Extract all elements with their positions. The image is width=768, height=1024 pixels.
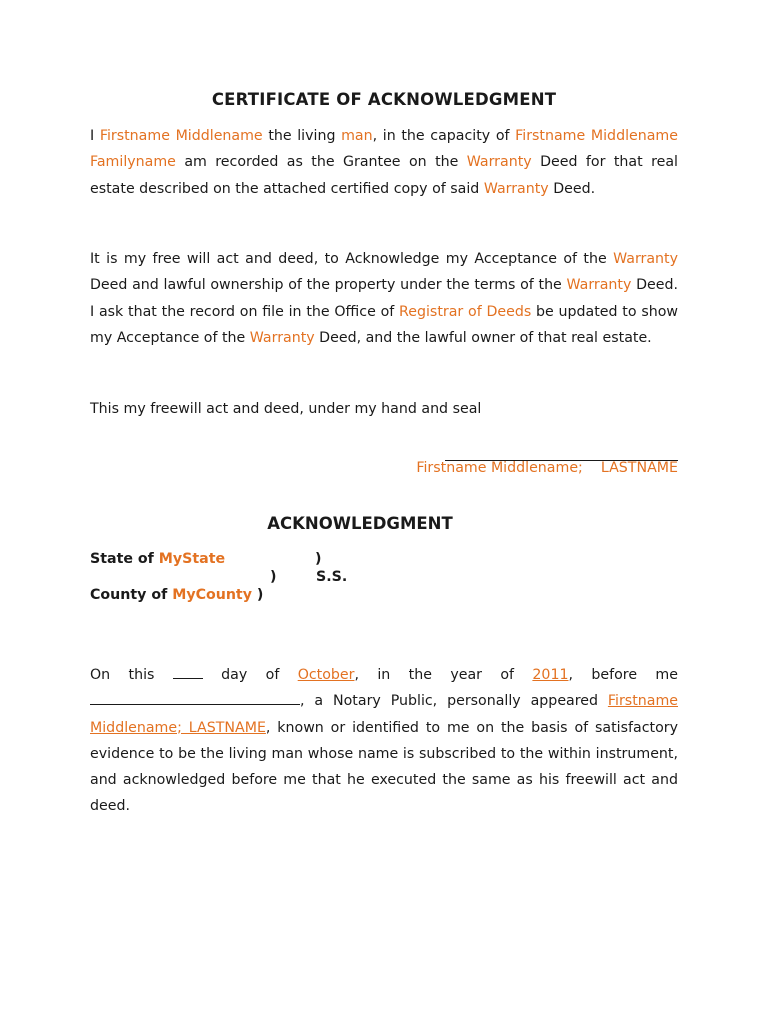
signature-name: Firstname Middlename; LASTNAME [416,460,678,476]
field-appearing-name: Firstname Middlename; LASTNAME [90,693,678,736]
text-segment: Deed, and the lawful owner of that real estate. [314,329,652,346]
field-county: MyCounty [172,587,252,603]
field-deed-type: Warranty [466,154,532,171]
county-label: County of [90,587,173,603]
state-label: State of [90,551,159,567]
text-segment: Deed for that real estate described on the attached certified copy of said [90,154,678,197]
field-deed-type: Warranty [483,180,549,197]
acceptance-paragraph [90,246,678,351]
text-segment: , in the capacity of [372,128,516,144]
venue-bracket: ) [251,587,264,603]
text-segment: the living [262,128,342,144]
field-capacity-name: Firstname Middlename Familyname [90,128,678,171]
field-registrar-office: Registrar of Deeds [399,303,532,320]
text-segment: day of [202,667,298,683]
field-month: October [297,667,355,683]
text-segment: Deed and lawful ownership of the property under the terms of the [90,277,567,294]
text-segment: , a Notary Public, personally appeared [300,693,608,710]
day-blank [173,664,203,679]
venue-ss: S.S. [316,569,348,585]
text-segment: I [90,128,100,144]
text-segment: Deed. I ask that the record on file in the Office of [90,277,678,320]
text-segment: On this [90,667,173,683]
text-segment: be updated to show my Acceptance of the [90,303,678,346]
field-deed-type: Warranty [566,277,632,294]
grantee-paragraph [90,123,678,202]
notary-name-blank [90,690,300,705]
document-title: CERTIFICATE OF ACKNOWLEDGMENT [211,90,557,109]
field-grantee-name: Firstname Middlename [99,128,263,144]
field-deed-type: Warranty [249,329,315,346]
field-state: MyState [158,551,226,567]
field-deed-type: Warranty [613,251,678,267]
notary-paragraph [90,662,678,820]
text-segment: , before me [568,667,678,683]
venue-state [90,551,225,567]
text-segment: , in the year of [354,667,533,683]
text-segment: It is my free will act and deed, to Acknowledge my Acceptance of the [90,251,614,267]
text-segment: Deed. [548,180,596,197]
acknowledgment-heading: ACKNOWLEDGMENT [267,514,453,533]
venue-county [90,587,263,603]
venue-bracket: ) [270,569,277,585]
document-page [90,0,678,1024]
field-year: 2011 [532,667,569,683]
field-gender: man [341,128,373,144]
venue-bracket: ) [315,551,322,567]
seal-statement: This my freewill act and deed, under my hand and seal [90,401,482,417]
text-segment: , known or identified to me on the basis of satisfactory evidence to be the living man whose name is subscribed to the within instrument, and acknowledged before me that he executed the same as his freewill act and deed. [90,719,678,815]
text-segment: am recorded as the Grantee on the [175,154,467,171]
